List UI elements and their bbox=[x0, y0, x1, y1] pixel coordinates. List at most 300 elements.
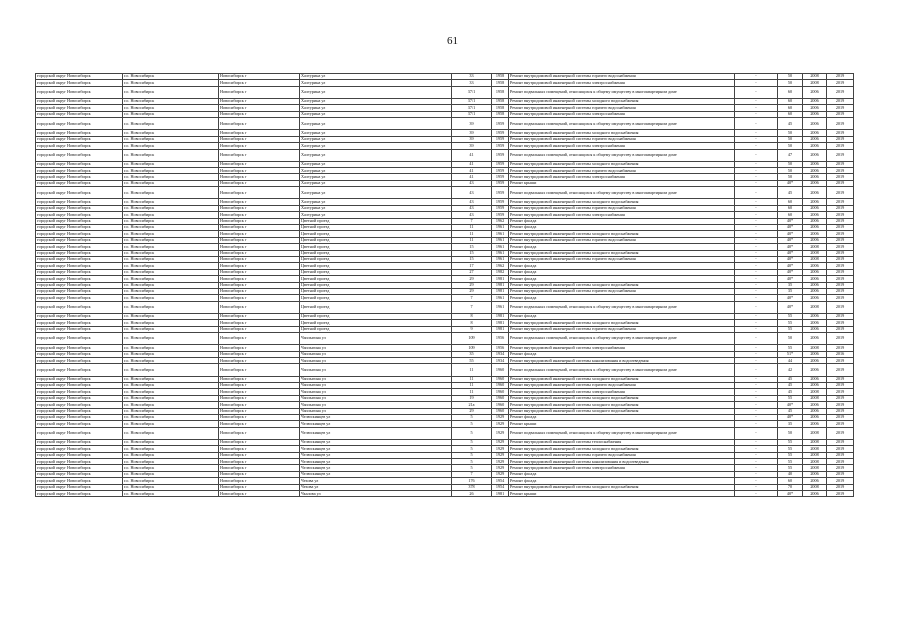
cell-year: 1934 bbox=[492, 358, 509, 364]
cell-work-type: Ремонт внутридомовой инженерной системы холодного водоснабжения bbox=[509, 402, 735, 408]
cell-work-type: Ремонт внутридомовой инженерной системы холодного водоснабжения bbox=[509, 231, 735, 237]
cell-plan-end: 2019 bbox=[827, 256, 854, 262]
cell-street: Цветной проезд bbox=[300, 237, 452, 243]
cell-status: - bbox=[735, 130, 778, 136]
cell-street: Чехова ул bbox=[300, 478, 452, 484]
cell-status: - bbox=[735, 256, 778, 262]
cell-settlement-type: г.о. Новосибирск bbox=[123, 395, 219, 401]
cell-status: - bbox=[735, 86, 778, 98]
cell-status: - bbox=[735, 269, 778, 275]
cell-municipality: городской округ Новосибирск bbox=[36, 161, 123, 167]
cell-plan-start: 2008 bbox=[803, 465, 827, 471]
cell-municipality: городской округ Новосибирск bbox=[36, 187, 123, 199]
cell-plan-start: 2006 bbox=[803, 111, 827, 117]
cell-year: 1960 bbox=[492, 408, 509, 414]
cell-plan-start: 2008 bbox=[803, 484, 827, 490]
cell-settlement: Новосибирск г bbox=[219, 358, 300, 364]
cell-municipality: городской округ Новосибирск bbox=[36, 168, 123, 174]
cell-settlement-type: г.о. Новосибирск bbox=[123, 471, 219, 477]
cell-settlement-type: г.о. Новосибирск bbox=[123, 408, 219, 414]
cell-plan-end: 2019 bbox=[827, 174, 854, 180]
cell-plan-end: 2019 bbox=[827, 168, 854, 174]
cell-year: 1956 bbox=[492, 345, 509, 351]
cell-work-type: Ремонт внутридомовой инженерной системы холодного водоснабжения bbox=[509, 320, 735, 326]
cell-house: 21а bbox=[452, 402, 492, 408]
cell-plan-start: 2006 bbox=[803, 471, 827, 477]
cell-house: 43 bbox=[452, 187, 492, 199]
cell-settlement-type: г.о. Новосибирск bbox=[123, 446, 219, 452]
cell-settlement: Новосибирск г bbox=[219, 174, 300, 180]
cell-house: 7 bbox=[452, 471, 492, 477]
cell-settlement: Новосибирск г bbox=[219, 212, 300, 218]
table-row bbox=[36, 149, 854, 161]
cell-status: - bbox=[735, 395, 778, 401]
cell-work-type: Ремонт подвальных помещений, относящихся к общему имуществу в многоквартирном доме bbox=[509, 187, 735, 199]
cell-plan-start: 2008 bbox=[803, 244, 827, 250]
cell-cost: 40* bbox=[778, 491, 803, 497]
cell-plan-start: 2006 bbox=[803, 269, 827, 275]
cell-settlement: Новосибирск г bbox=[219, 111, 300, 117]
cell-year: 1929 bbox=[492, 427, 509, 439]
cell-settlement-type: г.о. Новосибирск bbox=[123, 276, 219, 282]
cell-work-type: Ремонт внутридомовой инженерной системы холодного водоснабжения bbox=[509, 161, 735, 167]
cell-plan-end: 2019 bbox=[827, 244, 854, 250]
cell-municipality: городской округ Новосибирск bbox=[36, 98, 123, 104]
cell-plan-end: 2019 bbox=[827, 421, 854, 427]
cell-settlement: Новосибирск г bbox=[219, 333, 300, 345]
cell-municipality: городской округ Новосибирск bbox=[36, 205, 123, 211]
cell-cost: 70 bbox=[778, 484, 803, 490]
cell-year: 1960 bbox=[492, 364, 509, 376]
cell-municipality: городской округ Новосибирск bbox=[36, 80, 123, 86]
cell-plan-end: 2019 bbox=[827, 459, 854, 465]
cell-status: - bbox=[735, 263, 778, 269]
cell-cost: 40* bbox=[778, 269, 803, 275]
cell-municipality: городской округ Новосибирск bbox=[36, 326, 123, 332]
cell-street: Цветной проезд bbox=[300, 225, 452, 231]
cell-settlement: Новосибирск г bbox=[219, 118, 300, 130]
cell-work-type: Ремонт внутридомовой инженерной системы горячего водоснабжения bbox=[509, 237, 735, 243]
cell-cost: 60 bbox=[778, 86, 803, 98]
cell-municipality: городской округ Новосибирск bbox=[36, 414, 123, 420]
cell-status: - bbox=[735, 168, 778, 174]
cell-plan-start: 2006 bbox=[803, 130, 827, 136]
cell-house: 5 bbox=[452, 414, 492, 420]
cell-settlement-type: г.о. Новосибирск bbox=[123, 105, 219, 111]
cell-plan-end: 2019 bbox=[827, 276, 854, 282]
cell-municipality: городской округ Новосибирск bbox=[36, 180, 123, 186]
cell-settlement: Новосибирск г bbox=[219, 427, 300, 439]
cell-settlement-type: г.о. Новосибирск bbox=[123, 250, 219, 256]
cell-year: 1959 bbox=[492, 149, 509, 161]
cell-settlement-type: г.о. Новосибирск bbox=[123, 161, 219, 167]
cell-municipality: городской округ Новосибирск bbox=[36, 313, 123, 319]
cell-year: 1929 bbox=[492, 439, 509, 445]
cell-plan-start: 2006 bbox=[803, 180, 827, 186]
cell-work-type: Ремонт внутридомовой инженерной системы холодного водоснабжения bbox=[509, 408, 735, 414]
cell-cost: 55 bbox=[778, 313, 803, 319]
cell-house: 11 bbox=[452, 231, 492, 237]
cell-year: 1956 bbox=[492, 333, 509, 345]
cell-work-type: Ремонт внутридомовой инженерной системы горячего водоснабжения bbox=[509, 382, 735, 388]
cell-year: 1961 bbox=[492, 295, 509, 301]
cell-settlement: Новосибирск г bbox=[219, 130, 300, 136]
cell-year: 1929 bbox=[492, 414, 509, 420]
cell-settlement: Новосибирск г bbox=[219, 408, 300, 414]
cell-house: 7 bbox=[452, 218, 492, 224]
cell-house: 5 bbox=[452, 465, 492, 471]
cell-street: Чкалова ул bbox=[300, 491, 452, 497]
cell-settlement: Новосибирск г bbox=[219, 465, 300, 471]
cell-plan-start: 2006 bbox=[803, 263, 827, 269]
cell-plan-start: 2006 bbox=[803, 376, 827, 382]
cell-cost: 40* bbox=[778, 237, 803, 243]
cell-settlement-type: г.о. Новосибирск bbox=[123, 414, 219, 420]
cell-work-type: Ремонт внутридомовой инженерной системы электроснабжения bbox=[509, 389, 735, 395]
cell-settlement: Новосибирск г bbox=[219, 98, 300, 104]
cell-cost: 55 bbox=[778, 439, 803, 445]
cell-municipality: городской округ Новосибирск bbox=[36, 250, 123, 256]
cell-year: 1959 bbox=[492, 205, 509, 211]
cell-settlement-type: г.о. Новосибирск bbox=[123, 263, 219, 269]
cell-work-type: Ремонт внутридомовой инженерной системы горячего водоснабжения bbox=[509, 256, 735, 262]
cell-municipality: городской округ Новосибирск bbox=[36, 376, 123, 382]
cell-settlement: Новосибирск г bbox=[219, 205, 300, 211]
cell-municipality: городской округ Новосибирск bbox=[36, 471, 123, 477]
cell-year: 1959 bbox=[492, 130, 509, 136]
cell-plan-start: 2006 bbox=[803, 382, 827, 388]
cell-settlement-type: г.о. Новосибирск bbox=[123, 351, 219, 357]
cell-cost: 50 bbox=[778, 74, 803, 80]
cell-plan-end: 2019 bbox=[827, 471, 854, 477]
cell-street: Халтурина ул bbox=[300, 168, 452, 174]
cell-work-type: Ремонт фасада bbox=[509, 244, 735, 250]
cell-status: - bbox=[735, 143, 778, 149]
cell-plan-start: 2006 bbox=[803, 295, 827, 301]
cell-settlement-type: г.о. Новосибирск bbox=[123, 168, 219, 174]
cell-plan-end: 2019 bbox=[827, 212, 854, 218]
cell-plan-start: 2006 bbox=[803, 351, 827, 357]
cell-plan-end: 2019 bbox=[827, 118, 854, 130]
cell-plan-end: 2019 bbox=[827, 282, 854, 288]
cell-status: - bbox=[735, 205, 778, 211]
cell-plan-start: 2006 bbox=[803, 402, 827, 408]
cell-street: Халтурина ул bbox=[300, 98, 452, 104]
cell-status: - bbox=[735, 465, 778, 471]
cell-year: 1929 bbox=[492, 452, 509, 458]
cell-settlement: Новосибирск г bbox=[219, 395, 300, 401]
cell-plan-end: 2019 bbox=[827, 414, 854, 420]
cell-municipality: городской округ Новосибирск bbox=[36, 439, 123, 445]
cell-plan-end: 2019 bbox=[827, 80, 854, 86]
cell-cost: 40* bbox=[778, 250, 803, 256]
cell-street: Халтурина ул bbox=[300, 143, 452, 149]
cell-plan-start: 2006 bbox=[803, 86, 827, 98]
cell-house: 11 bbox=[452, 225, 492, 231]
cell-plan-start: 2008 bbox=[803, 427, 827, 439]
cell-house: 8 bbox=[452, 313, 492, 319]
cell-settlement-type: г.о. Новосибирск bbox=[123, 231, 219, 237]
cell-settlement-type: г.о. Новосибирск bbox=[123, 237, 219, 243]
cell-settlement-type: г.о. Новосибирск bbox=[123, 301, 219, 313]
cell-house: 55 bbox=[452, 358, 492, 364]
cell-status: - bbox=[735, 237, 778, 243]
cell-work-type: Ремонт внутридомовой инженерной системы канализования и водоотведения bbox=[509, 358, 735, 364]
cell-plan-start: 2006 bbox=[803, 118, 827, 130]
cell-status: - bbox=[735, 446, 778, 452]
cell-street: Цветной проезд bbox=[300, 295, 452, 301]
cell-work-type: Ремонт подвальных помещений, относящихся к общему имуществу в многоквартирном доме bbox=[509, 86, 735, 98]
cell-work-type: Ремонт крыши bbox=[509, 491, 735, 497]
cell-house: 37/1 bbox=[452, 111, 492, 117]
cell-municipality: городской округ Новосибирск bbox=[36, 478, 123, 484]
cell-municipality: городской округ Новосибирск bbox=[36, 86, 123, 98]
cell-plan-end: 2019 bbox=[827, 130, 854, 136]
cell-municipality: городской округ Новосибирск bbox=[36, 421, 123, 427]
cell-municipality: городской округ Новосибирск bbox=[36, 174, 123, 180]
cell-cost: 50 bbox=[778, 80, 803, 86]
cell-house: 11 bbox=[452, 382, 492, 388]
cell-plan-end: 2019 bbox=[827, 446, 854, 452]
cell-settlement: Новосибирск г bbox=[219, 244, 300, 250]
cell-settlement: Новосибирск г bbox=[219, 74, 300, 80]
cell-settlement: Новосибирск г bbox=[219, 421, 300, 427]
cell-cost: 35 bbox=[778, 282, 803, 288]
cell-cost: 40* bbox=[778, 263, 803, 269]
cell-settlement-type: г.о. Новосибирск bbox=[123, 484, 219, 490]
cell-street: Халтурина ул bbox=[300, 199, 452, 205]
cell-work-type: Ремонт внутридомовой инженерной системы горячего водоснабжения bbox=[509, 288, 735, 294]
page-number: 61 bbox=[447, 35, 458, 47]
cell-street: Халтурина ул bbox=[300, 118, 452, 130]
cell-municipality: городской округ Новосибирск bbox=[36, 288, 123, 294]
cell-plan-start: 2006 bbox=[803, 320, 827, 326]
cell-house: 29 bbox=[452, 276, 492, 282]
cell-status: - bbox=[735, 111, 778, 117]
cell-plan-end: 2019 bbox=[827, 161, 854, 167]
cell-settlement: Новосибирск г bbox=[219, 402, 300, 408]
cell-year: 1960 bbox=[492, 402, 509, 408]
cell-street: Цветной проезд bbox=[300, 288, 452, 294]
cell-settlement: Новосибирск г bbox=[219, 231, 300, 237]
cell-settlement-type: г.о. Новосибирск bbox=[123, 256, 219, 262]
cell-settlement-type: г.о. Новосибирск bbox=[123, 86, 219, 98]
cell-municipality: городской округ Новосибирск bbox=[36, 74, 123, 80]
cell-street: Халтурина ул bbox=[300, 149, 452, 161]
cell-status: - bbox=[735, 389, 778, 395]
cell-cost: 50 bbox=[778, 136, 803, 142]
cell-settlement: Новосибирск г bbox=[219, 288, 300, 294]
cell-municipality: городской округ Новосибирск bbox=[36, 111, 123, 117]
cell-house: 5 bbox=[452, 459, 492, 465]
cell-year: 1961 bbox=[492, 250, 509, 256]
cell-status: - bbox=[735, 282, 778, 288]
cell-municipality: городской округ Новосибирск bbox=[36, 395, 123, 401]
cell-year: 1958 bbox=[492, 105, 509, 111]
cell-cost: 55 bbox=[778, 452, 803, 458]
cell-status: - bbox=[735, 187, 778, 199]
cell-settlement-type: г.о. Новосибирск bbox=[123, 205, 219, 211]
cell-year: 1959 bbox=[492, 168, 509, 174]
cell-street: Челюскинцев ул bbox=[300, 452, 452, 458]
cell-house: 5 bbox=[452, 439, 492, 445]
cell-work-type: Ремонт внутридомовой инженерной системы электроснабжения bbox=[509, 212, 735, 218]
cell-settlement-type: г.о. Новосибирск bbox=[123, 174, 219, 180]
cell-year: 1929 bbox=[492, 459, 509, 465]
cell-street: Челюскинцев ул bbox=[300, 414, 452, 420]
cell-municipality: городской округ Новосибирск bbox=[36, 295, 123, 301]
cell-municipality: городской округ Новосибирск bbox=[36, 130, 123, 136]
cell-municipality: городской округ Новосибирск bbox=[36, 276, 123, 282]
cell-settlement: Новосибирск г bbox=[219, 143, 300, 149]
cell-cost: 50 bbox=[778, 174, 803, 180]
cell-work-type: Ремонт крыши bbox=[509, 180, 735, 186]
cell-year: 1960 bbox=[492, 395, 509, 401]
cell-house: 15 bbox=[452, 250, 492, 256]
cell-status: - bbox=[735, 118, 778, 130]
cell-municipality: городской округ Новосибирск bbox=[36, 244, 123, 250]
cell-settlement-type: г.о. Новосибирск bbox=[123, 358, 219, 364]
cell-status: - bbox=[735, 301, 778, 313]
cell-plan-end: 2019 bbox=[827, 364, 854, 376]
cell-street: Халтурина ул bbox=[300, 161, 452, 167]
cell-year: 1961 bbox=[492, 301, 509, 313]
cell-year: 1982 bbox=[492, 269, 509, 275]
cell-work-type: Ремонт внутридомовой инженерной системы горячего водоснабжения bbox=[509, 105, 735, 111]
cell-work-type: Ремонт внутридомовой инженерной системы теплоснабжения bbox=[509, 439, 735, 445]
cell-street: Халтурина ул bbox=[300, 136, 452, 142]
cell-work-type: Ремонт внутридомовой инженерной системы холодного водоснабжения bbox=[509, 395, 735, 401]
cell-plan-end: 2019 bbox=[827, 269, 854, 275]
cell-year: 1958 bbox=[492, 98, 509, 104]
cell-plan-end: 2019 bbox=[827, 288, 854, 294]
cell-status: - bbox=[735, 491, 778, 497]
cell-work-type: Ремонт внутридомовой инженерной системы электроснабжения bbox=[509, 111, 735, 117]
cell-plan-end: 2019 bbox=[827, 376, 854, 382]
cell-plan-end: 2019 bbox=[827, 301, 854, 313]
cell-house: 9 bbox=[452, 326, 492, 332]
cell-work-type: Ремонт внутридомовой инженерной системы горячего водоснабжения bbox=[509, 205, 735, 211]
cell-status: - bbox=[735, 452, 778, 458]
cell-status: - bbox=[735, 231, 778, 237]
cell-cost: 45 bbox=[778, 389, 803, 395]
cell-year: 1981 bbox=[492, 320, 509, 326]
cell-status: - bbox=[735, 244, 778, 250]
cell-plan-end: 2019 bbox=[827, 231, 854, 237]
cell-house: 15 bbox=[452, 256, 492, 262]
cell-plan-end: 2019 bbox=[827, 149, 854, 161]
cell-status: - bbox=[735, 382, 778, 388]
cell-plan-end: 2019 bbox=[827, 86, 854, 98]
cell-status: - bbox=[735, 478, 778, 484]
cell-status: - bbox=[735, 218, 778, 224]
cell-year: 1960 bbox=[492, 376, 509, 382]
cell-street: Цветной проезд bbox=[300, 269, 452, 275]
cell-plan-end: 2019 bbox=[827, 111, 854, 117]
cell-street: Цветной проезд bbox=[300, 244, 452, 250]
cell-plan-start: 2008 bbox=[803, 439, 827, 445]
cell-cost: 55 bbox=[778, 446, 803, 452]
cell-settlement-type: г.о. Новосибирск bbox=[123, 288, 219, 294]
cell-settlement-type: г.о. Новосибирск bbox=[123, 80, 219, 86]
cell-work-type: Ремонт внутридомовой инженерной системы канализования и водоотведения bbox=[509, 459, 735, 465]
cell-settlement-type: г.о. Новосибирск bbox=[123, 478, 219, 484]
cell-work-type: Ремонт подвальных помещений, относящихся к общему имуществу в многоквартирном доме bbox=[509, 301, 735, 313]
cell-cost: 45 bbox=[778, 118, 803, 130]
cell-house: 15 bbox=[452, 244, 492, 250]
cell-street: Цветной проезд bbox=[300, 326, 452, 332]
cell-house: 109 bbox=[452, 345, 492, 351]
cell-status: - bbox=[735, 459, 778, 465]
cell-municipality: городской округ Новосибирск bbox=[36, 484, 123, 490]
cell-status: - bbox=[735, 427, 778, 439]
cell-year: 1959 bbox=[492, 118, 509, 130]
cell-work-type: Ремонт подвальных помещений, относящихся к общему имуществу в многоквартирном доме bbox=[509, 149, 735, 161]
cell-municipality: городской округ Новосибирск bbox=[36, 389, 123, 395]
cell-work-type: Ремонт фасада bbox=[509, 269, 735, 275]
cell-plan-start: 2008 bbox=[803, 459, 827, 465]
cell-settlement: Новосибирск г bbox=[219, 459, 300, 465]
cell-street: Цветной проезд bbox=[300, 276, 452, 282]
cell-settlement: Новосибирск г bbox=[219, 250, 300, 256]
cell-plan-start: 2008 bbox=[803, 395, 827, 401]
cell-municipality: городской округ Новосибирск bbox=[36, 491, 123, 497]
cell-year: 1981 bbox=[492, 288, 509, 294]
cell-year: 1961 bbox=[492, 256, 509, 262]
cell-status: - bbox=[735, 313, 778, 319]
cell-cost: 60 bbox=[778, 111, 803, 117]
cell-year: 1959 bbox=[492, 136, 509, 142]
cell-street: Чаплыгина ул bbox=[300, 376, 452, 382]
cell-plan-end: 2019 bbox=[827, 439, 854, 445]
cell-plan-start: 2006 bbox=[803, 288, 827, 294]
cell-house: 11 bbox=[452, 376, 492, 382]
cell-street: Цветной проезд bbox=[300, 256, 452, 262]
cell-municipality: городской округ Новосибирск bbox=[36, 465, 123, 471]
cell-settlement: Новосибирск г bbox=[219, 187, 300, 199]
cell-settlement-type: г.о. Новосибирск bbox=[123, 225, 219, 231]
table-row bbox=[36, 86, 854, 98]
cell-plan-start: 2008 bbox=[803, 301, 827, 313]
cell-cost: 40* bbox=[778, 231, 803, 237]
cell-settlement: Новосибирск г bbox=[219, 491, 300, 497]
cell-municipality: городской округ Новосибирск bbox=[36, 358, 123, 364]
cell-street: Цветной проезд bbox=[300, 282, 452, 288]
cell-settlement: Новосибирск г bbox=[219, 351, 300, 357]
cell-house: 11 bbox=[452, 389, 492, 395]
cell-settlement-type: г.о. Новосибирск bbox=[123, 402, 219, 408]
cell-year: 1962 bbox=[492, 263, 509, 269]
cell-plan-start: 2008 bbox=[803, 345, 827, 351]
cell-cost: 42 bbox=[778, 364, 803, 376]
cell-settlement: Новосибирск г bbox=[219, 364, 300, 376]
cell-settlement: Новосибирск г bbox=[219, 263, 300, 269]
cell-work-type: Ремонт фасада bbox=[509, 225, 735, 231]
cell-plan-start: 2006 bbox=[803, 199, 827, 205]
cell-work-type: Ремонт внутридомовой инженерной системы электроснабжения bbox=[509, 345, 735, 351]
cell-cost: 55 bbox=[778, 459, 803, 465]
cell-work-type: Ремонт подвальных помещений, относящихся к общему имуществу в многоквартирном доме bbox=[509, 364, 735, 376]
cell-status: - bbox=[735, 421, 778, 427]
cell-plan-start: 2006 bbox=[803, 174, 827, 180]
cell-municipality: городской округ Новосибирск bbox=[36, 149, 123, 161]
cell-work-type: Ремонт внутридомовой инженерной системы холодного водоснабжения bbox=[509, 199, 735, 205]
cell-street: Халтурина ул bbox=[300, 74, 452, 80]
cell-plan-end: 2019 bbox=[827, 250, 854, 256]
cell-cost: 55 bbox=[778, 326, 803, 332]
cell-work-type: Ремонт фасада bbox=[509, 313, 735, 319]
cell-settlement-type: г.о. Новосибирск bbox=[123, 320, 219, 326]
